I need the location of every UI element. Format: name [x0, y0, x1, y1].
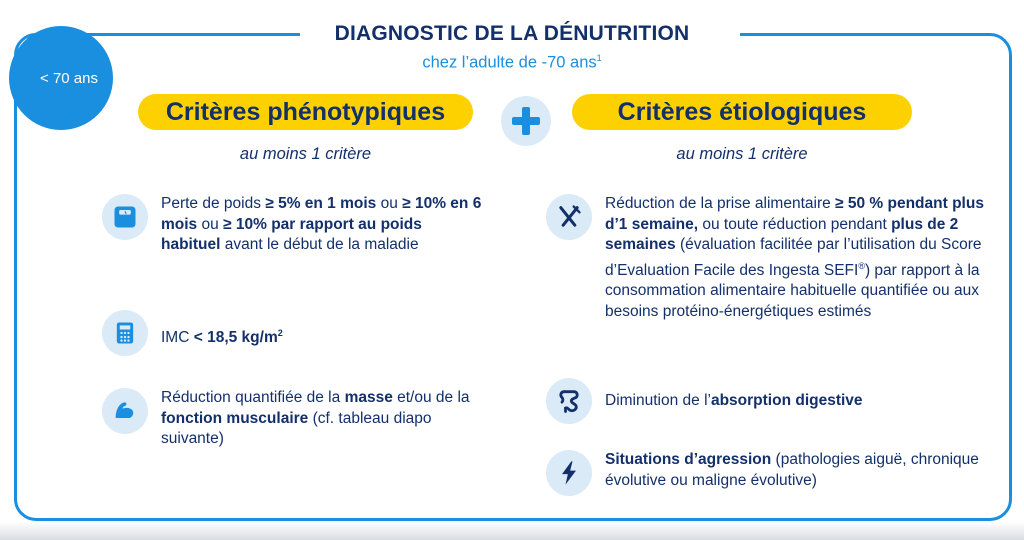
muscle-icon — [102, 388, 148, 434]
fork-knife-icon — [546, 194, 592, 240]
text-segment: IMC — [161, 329, 194, 347]
text-segment: ou — [376, 195, 403, 212]
text-segment: absorption digestive — [710, 392, 863, 409]
text-segment: ® — [858, 260, 865, 271]
text-segment: ou — [197, 215, 224, 233]
scale-icon — [102, 194, 148, 240]
lightning-icon — [546, 450, 592, 496]
text-segment: ) par rapport à la consommation alimentaire habituelle quantifiée ou aux besoins protéino-énergétiques estimés — [605, 261, 980, 320]
text-segment: ≥ 50 % pendant plus d’1 semaine, — [605, 195, 984, 233]
phenotypic-item-text — [161, 323, 283, 349]
etiologic-item-text — [605, 391, 863, 412]
text-segment: (cf. tableau diapo suivante) — [161, 409, 432, 447]
calculator-icon — [102, 310, 148, 356]
text-segment: Perte de poids — [161, 195, 266, 212]
text-segment: et/ou de la — [392, 389, 470, 406]
page-title: DIAGNOSTIC DE LA DÉNUTRITION — [334, 22, 690, 45]
phenotypic-item-text — [161, 194, 482, 256]
text-segment: Situations d’agression — [605, 451, 772, 468]
text-segment: < 18,5 kg/m — [193, 329, 278, 347]
text-segment: ≥ 10% en 6 mois — [161, 195, 482, 233]
subtitle-text: chez l’adulte de -70 ans — [422, 53, 597, 72]
text-segment: ≥ 5% en 1 mois — [265, 195, 377, 212]
text-segment: (évaluation facilitée par l’utilisation du Score d’Evaluation Facile des Ingesta SEFI — [605, 236, 982, 279]
etiologic-item-food-intake — [546, 194, 986, 322]
text-segment: fonction musculaire — [161, 409, 309, 427]
text-segment: avant le début de la maladie — [220, 236, 419, 253]
text-segment: Diminution de l’ — [605, 392, 711, 409]
text-segment: ≥ 10% par rapport au poids habituel — [161, 215, 422, 253]
plus-icon — [501, 96, 551, 146]
text-segment: 2 — [277, 328, 283, 338]
etiologic-note: au moins 1 critère — [676, 145, 808, 163]
text-segment: ou toute réduction pendant — [698, 215, 892, 233]
phenotypic-criteria-heading: Critères phénotypiques — [138, 94, 473, 130]
phenotypic-item-muscle — [102, 388, 482, 450]
intestine-icon — [546, 378, 592, 424]
age-badge: < 70 ans — [9, 26, 113, 130]
bottom-shade — [0, 522, 1024, 540]
text-segment: (pathologies aiguë, chronique évolutive ou maligne évolutive) — [605, 451, 979, 489]
subtitle-footnote: 1 — [596, 53, 602, 63]
etiologic-item-aggression — [546, 450, 986, 496]
etiologic-criteria-heading: Critères étiologiques — [572, 94, 912, 130]
phenotypic-item-text — [161, 388, 482, 450]
text-segment: masse — [344, 389, 393, 406]
text-segment: Réduction de la prise alimentaire — [605, 195, 836, 212]
text-segment: Réduction quantifiée de la — [161, 389, 345, 406]
phenotypic-item-weight-loss — [102, 194, 482, 256]
phenotypic-item-bmi — [102, 310, 482, 356]
etiologic-item-text — [605, 194, 986, 322]
etiologic-item-text — [605, 450, 986, 491]
text-segment: plus de 2 semaines — [605, 215, 959, 253]
etiologic-item-absorption — [546, 378, 986, 424]
phenotypic-note: au moins 1 critère — [239, 145, 372, 163]
page-subtitle — [0, 53, 1024, 73]
